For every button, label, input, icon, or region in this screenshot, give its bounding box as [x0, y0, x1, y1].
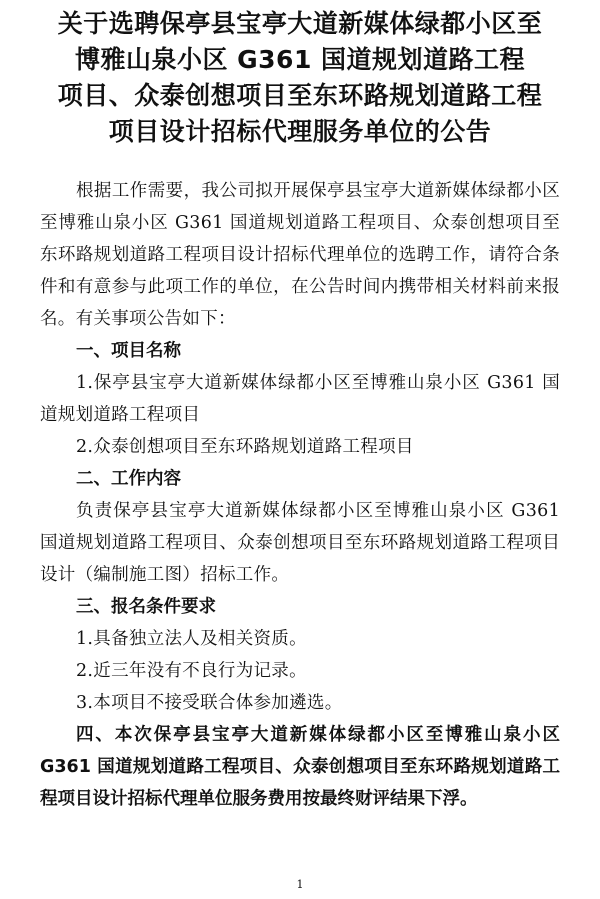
section-2-text: 负责保亭县宝亭大道新媒体绿都小区至博雅山泉小区 G361 国道规划道路工程项目、众泰创想项目至东环路规划道路工程项目设计（编制施工图）招标工作。 [40, 501, 560, 585]
document-body [40, 175, 560, 815]
section-3-item-2: 2.近三年没有不良行为记录。 [76, 661, 307, 681]
section-4-text: 四、本次保亭县宝亭大道新媒体绿都小区至博雅山泉小区 G361 国道规划道路工程项目、众泰创想项目至东环路规划道路工程项目设计招标代理单位服务费用按最终财评结果下浮。 [40, 725, 560, 809]
section-1-item-2: 2.众泰创想项目至东环路规划道路工程项目 [76, 437, 414, 457]
title-line-4: 项目设计招标代理服务单位的公告 [108, 117, 492, 146]
page-number: 1 [296, 878, 304, 891]
section-3-item-3: 3.本项目不接受联合体参加遴选。 [76, 693, 343, 713]
section-1-heading: 一、项目名称 [76, 341, 181, 361]
section-3-item-1: 1.具备独立法人及相关资质。 [76, 629, 307, 649]
title-line-2: 博雅山泉小区 G361 国道规划道路工程 [74, 45, 526, 74]
title-line-3: 项目、众泰创想项目至东环路规划道路工程 [57, 81, 543, 110]
section-1-item-1: 1.保亭县宝亭大道新媒体绿都小区至博雅山泉小区 G361 国道规划道路工程项目 [40, 373, 560, 425]
intro-paragraph: 根据工作需要，我公司拟开展保亭县宝亭大道新媒体绿都小区至博雅山泉小区 G361 国道规划道路工程项目、众泰创想项目至东环路规划道路工程项目设计招标代理单位的选聘工作，请符合条件和有意参与此项工作的单位，在公告时间内携带相关材料前来报名。有关事项公告如下： [40, 181, 560, 329]
section-2-heading: 二、工作内容 [76, 469, 181, 489]
document-title [22, 6, 578, 150]
title-line-1: 关于选聘保亭县宝亭大道新媒体绿都小区至 [57, 9, 543, 38]
section-3-heading: 三、报名条件要求 [76, 597, 216, 617]
